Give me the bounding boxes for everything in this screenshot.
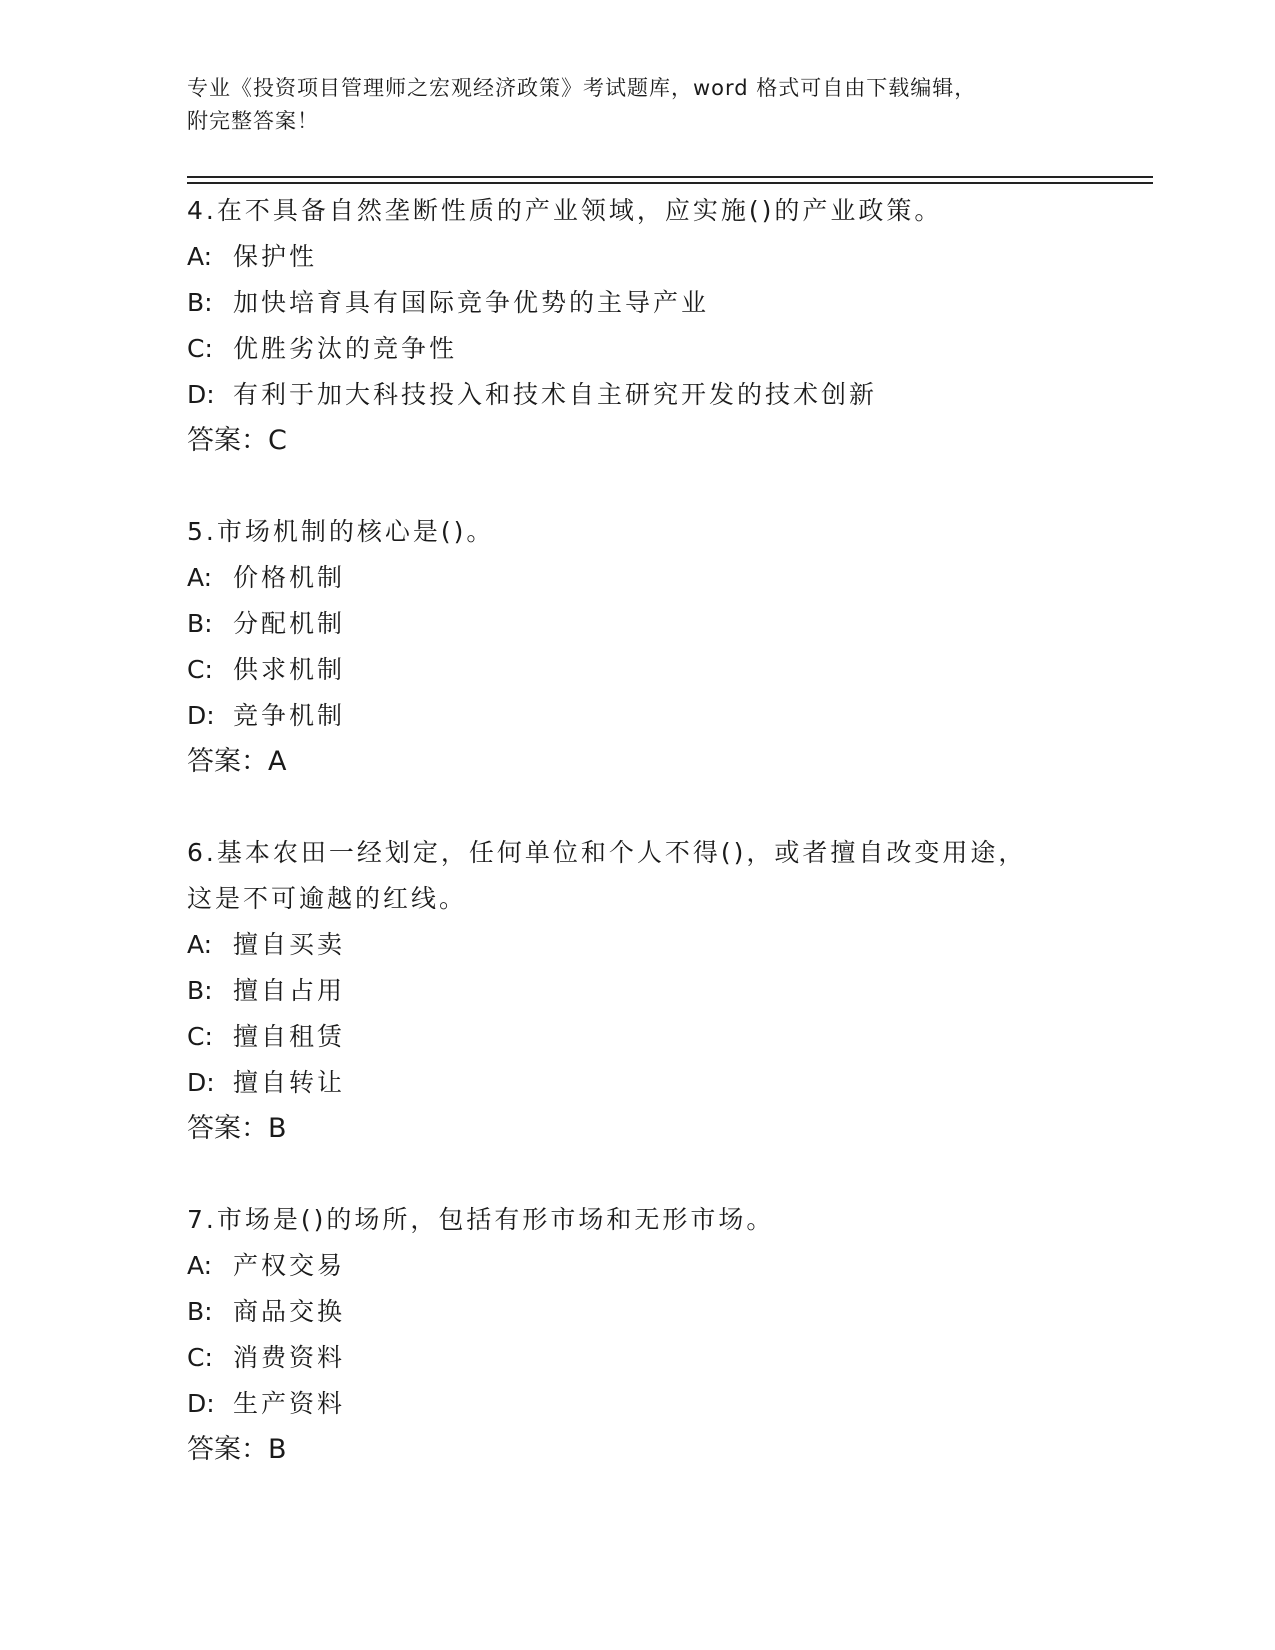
option-c — [187, 326, 1107, 372]
option-key: D: — [187, 1389, 215, 1418]
question-4 — [187, 188, 1107, 464]
option-b — [187, 601, 1107, 647]
header-divider-bottom — [187, 182, 1153, 184]
option-key: C: — [187, 1022, 213, 1051]
question-text: 7.市场是()的场所，包括有形市场和无形市场。 — [187, 1205, 775, 1234]
option-text: 擅自转让 — [233, 1068, 346, 1097]
header-line-2: 附完整答案！ — [187, 109, 319, 133]
option-key: D: — [187, 1068, 215, 1097]
header-divider-top — [187, 176, 1153, 178]
option-text: 擅自买卖 — [233, 930, 346, 959]
option-key: B: — [187, 976, 213, 1005]
option-b — [187, 968, 1107, 1014]
option-key: C: — [187, 655, 213, 684]
question-text: 4.在不具备自然垄断性质的产业领域，应实施()的产业政策。 — [187, 196, 943, 225]
option-key: B: — [187, 609, 213, 638]
question-text-line-2: 这是不可逾越的红线。 — [187, 884, 468, 913]
option-c — [187, 1014, 1107, 1060]
option-d — [187, 693, 1107, 739]
option-text: 加快培育具有国际竞争优势的主导产业 — [233, 288, 710, 317]
option-text: 商品交换 — [233, 1297, 346, 1326]
question-text: 5.市场机制的核心是()。 — [187, 517, 495, 546]
option-key: C: — [187, 1343, 213, 1372]
option-d — [187, 1060, 1107, 1106]
option-key: A: — [187, 930, 213, 959]
option-text: 分配机制 — [233, 609, 346, 638]
option-a — [187, 922, 1107, 968]
option-c — [187, 1335, 1107, 1381]
option-text: 产权交易 — [233, 1251, 346, 1280]
option-c — [187, 647, 1107, 693]
header-line-1: 专业《投资项目管理师之宏观经济政策》考试题库，word 格式可自由下载编辑， — [187, 76, 977, 100]
question-text-line-1: 6.基本农田一经划定，任何单位和个人不得()，或者擅自改变用途， — [187, 838, 1027, 867]
option-text: 保护性 — [233, 242, 318, 271]
question-6 — [187, 830, 1107, 1152]
option-a — [187, 1243, 1107, 1289]
option-text: 擅自占用 — [233, 976, 346, 1005]
option-key: D: — [187, 380, 215, 409]
option-key: B: — [187, 1297, 213, 1326]
option-d — [187, 372, 1107, 418]
question-5 — [187, 509, 1107, 785]
option-key: A: — [187, 242, 213, 271]
option-d — [187, 1381, 1107, 1427]
option-text: 消费资料 — [233, 1343, 346, 1372]
option-key: C: — [187, 334, 213, 363]
answer-label: 答案：A — [187, 746, 287, 777]
option-text: 生产资料 — [233, 1389, 346, 1418]
answer-label: 答案：C — [187, 425, 287, 456]
option-key: B: — [187, 288, 213, 317]
answer-label: 答案：B — [187, 1113, 287, 1144]
question-7 — [187, 1197, 1107, 1473]
question-list — [187, 188, 1107, 1518]
option-text: 擅自租赁 — [233, 1022, 346, 1051]
option-a — [187, 555, 1107, 601]
option-text: 竞争机制 — [233, 701, 346, 730]
option-a — [187, 234, 1107, 280]
option-key: D: — [187, 701, 215, 730]
option-b — [187, 1289, 1107, 1335]
option-key: A: — [187, 1251, 213, 1280]
option-b — [187, 280, 1107, 326]
answer-label: 答案：B — [187, 1434, 287, 1465]
option-text: 有利于加大科技投入和技术自主研究开发的技术创新 — [233, 380, 878, 409]
option-text: 优胜劣汰的竞争性 — [233, 334, 458, 363]
option-key: A: — [187, 563, 213, 592]
document-header — [187, 72, 1087, 138]
option-text: 供求机制 — [233, 655, 346, 684]
option-text: 价格机制 — [233, 563, 346, 592]
